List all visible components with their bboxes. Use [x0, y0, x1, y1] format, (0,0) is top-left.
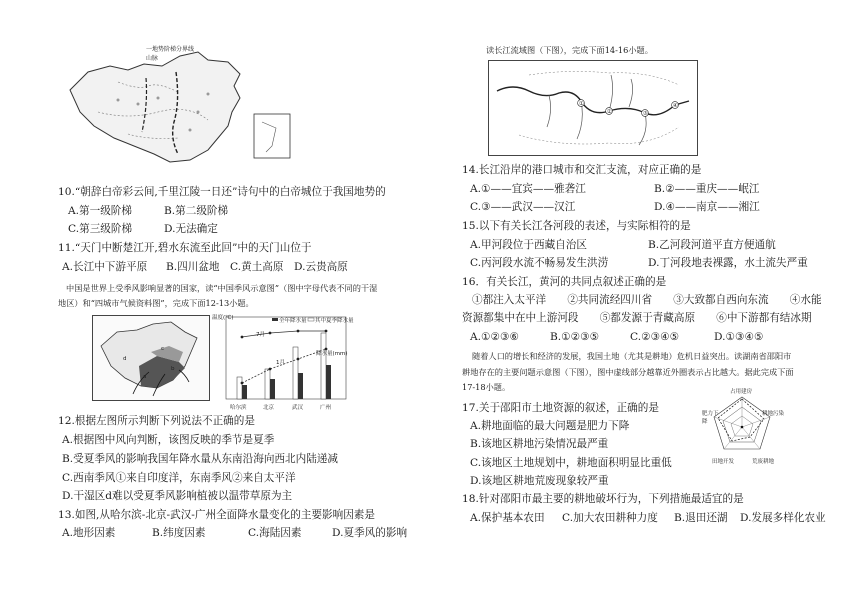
- q18-stem: 18.针对邵阳市最主要的耕地破坏行为，下列措施最适宜的是: [462, 493, 744, 505]
- annual-precip-bar: [293, 347, 298, 399]
- radar-label-pollution: 耕地污染: [762, 411, 785, 417]
- svg-text:d: d: [123, 356, 127, 362]
- monsoon-map-drawing: [93, 316, 209, 400]
- radar-label-housing: 占用建房: [730, 389, 753, 395]
- q12-option-b[interactable]: B.受夏季风的影响我国年降水量从东南沿海向西北内陆递减: [62, 453, 338, 465]
- q17-option-a[interactable]: A.耕地面临的最大问题是肥力下降: [470, 420, 630, 432]
- annual-precip-bar: [321, 333, 326, 399]
- q15-option-b[interactable]: B.乙河段河道平直方便通航: [648, 239, 776, 251]
- q15-option-d[interactable]: D.丁河段地表裸露，水土流失严重: [648, 257, 808, 269]
- q16-stem: 16．有关长江，黄河的共同点叙述正确的是: [462, 276, 667, 288]
- climate-chart: [212, 313, 356, 413]
- q11-option-a[interactable]: A.长江中下游平原: [62, 261, 148, 273]
- precip-axis-label: 降水量(mm): [316, 351, 348, 357]
- q10-option-a[interactable]: A.第一级阶梯: [68, 205, 132, 217]
- svg-text:①: ①: [578, 101, 584, 107]
- legend-annual-precip: 全年降水量: [279, 318, 307, 324]
- q14-option-c[interactable]: C.③——武汉——汉江: [470, 201, 576, 213]
- july-temp-point: [241, 336, 244, 339]
- yangtze-basin-map: [488, 60, 698, 156]
- intro-17-18-line3: 17-18小题。: [462, 382, 511, 392]
- summer-precip-bar: [298, 373, 303, 399]
- q11-stem: 11.“天门中断楚江开,碧水东流至此回”中的天门山位于: [58, 242, 312, 254]
- q18-options: [470, 511, 826, 525]
- month-july-label: 7月: [256, 332, 265, 338]
- svg-text:b: b: [171, 366, 175, 372]
- q13-option-d[interactable]: D.夏季风的影响: [332, 527, 408, 539]
- q11-option-d[interactable]: D.云贵高原: [294, 261, 348, 273]
- temp-axis-label: 温度(℃): [212, 315, 234, 321]
- q12-option-d[interactable]: D.干湿区d难以受夏季风影响植被以温带草原为主: [62, 490, 293, 502]
- svg-text:③: ③: [642, 111, 648, 117]
- legend-mountain: 山脉: [146, 55, 159, 62]
- q14-option-d[interactable]: D.④——南京——湘江: [654, 201, 760, 213]
- legend-step-boundary: 一地势阶梯分界线: [146, 46, 195, 53]
- q18-option-d[interactable]: D.发展多样化农业: [740, 512, 826, 524]
- radar-label-abandoned: 荒废耕地: [752, 459, 775, 465]
- q16-options: [470, 330, 763, 344]
- q10-options: [68, 204, 228, 218]
- q17-option-c[interactable]: C.该地区土地规划中，耕地面积明显比重低: [470, 457, 672, 469]
- intro-17-18-line2: 耕地存在的主要问题示意图（下图），图中虚线部分越靠近外圈表示占比越大。据此完成下面: [462, 367, 794, 377]
- q11-options: [62, 260, 348, 274]
- q15-options-2: [470, 256, 808, 270]
- q10-stem: 10.“朝辞白帝彩云间,千里江陵一日还”诗句中的白帝城位于我国地势的: [58, 186, 386, 198]
- svg-text:c: c: [161, 346, 165, 352]
- q16-option-b[interactable]: B.①②③⑤: [550, 331, 600, 343]
- month-jan-label: 1月: [276, 360, 285, 366]
- intro-14-16: 读长江流域图（下图），完成下面14-16小题。: [486, 45, 653, 55]
- q10-option-d[interactable]: D.无法确定: [164, 223, 218, 235]
- july-temp-point: [325, 330, 328, 333]
- svg-text:a: a: [143, 374, 147, 380]
- q10-options-2: [68, 222, 218, 236]
- city-label-harbin: 哈尔滨: [230, 405, 247, 411]
- q12-option-a[interactable]: A.根据图中风向判断，该图反映的季节是夏季: [62, 434, 275, 446]
- q15-stem: 15.以下有关长江各河段的表述，与实际相符的是: [462, 220, 691, 232]
- q10-option-b[interactable]: B.第二级阶梯: [164, 205, 229, 217]
- intro-12-13-line2: 地区）和“四城市气候资料图”，完成下面12-13小题。: [58, 298, 254, 308]
- q14-option-b[interactable]: B.②——重庆——岷江: [654, 183, 760, 195]
- annual-precip-bar: [265, 369, 270, 399]
- q10-option-c[interactable]: C.第三级阶梯: [68, 223, 133, 235]
- q16-option-c[interactable]: C.②③④⑤: [630, 331, 680, 343]
- q15-option-a[interactable]: A.甲河段位于西藏自治区: [470, 239, 587, 251]
- jan-temp-point: [269, 368, 272, 371]
- q12-stem: 12.根据左图所示判断下列说法不正确的是: [58, 415, 255, 427]
- summer-precip-bar: [270, 379, 275, 399]
- q13-option-c[interactable]: C.海陆因素: [248, 527, 302, 539]
- q15-options: [470, 238, 776, 252]
- monsoon-map: [92, 315, 210, 401]
- svg-text:②: ②: [606, 109, 612, 115]
- annual-precip-bar: [237, 377, 242, 399]
- july-temp-point: [269, 332, 272, 335]
- q11-option-b[interactable]: B.四川盆地: [166, 261, 220, 273]
- q12-option-c[interactable]: C.西南季风①来自印度洋，东南季风②来自太平洋: [62, 472, 296, 484]
- farmland-problem-radar: [700, 387, 784, 469]
- q14-option-a[interactable]: A.①——宜宾——雅砻江: [470, 183, 586, 195]
- q16-option-a[interactable]: A.①②③⑥: [470, 331, 520, 343]
- yangtze-map-drawing: [489, 61, 697, 155]
- summer-precip-bar: [326, 365, 331, 399]
- intro-12-13-line1: 中国是世界上受季风影响显著的国家，读“中国季风示意图”（图中字母代表不同的干湿: [66, 283, 378, 293]
- legend-summer-precip: 其中夏季降水量: [315, 318, 354, 324]
- q14-options-2: [470, 200, 760, 214]
- q17-stem: 17.关于邵阳市土地资源的叙述，正确的是: [462, 402, 659, 414]
- terrain-map-drawing: [58, 42, 306, 176]
- q18-option-b[interactable]: B.退田还湖: [674, 512, 728, 524]
- q16-option-d[interactable]: D.①③④⑤: [714, 331, 764, 343]
- q16-items-line2: 资源都集中在中上游河段 ⑤都发源于青藏高原 ⑥中下游都有结冰期: [462, 312, 812, 324]
- summer-precip-bar: [242, 385, 247, 399]
- q18-option-a[interactable]: A.保护基本农田: [470, 512, 545, 524]
- q13-stem: 13.如图,从哈尔滨-北京-武汉-广州全面降水量变化的主要影响因素是: [58, 509, 375, 521]
- q14-options: [470, 182, 759, 196]
- svg-text:④: ④: [672, 103, 678, 109]
- jan-temp-point: [297, 358, 300, 361]
- radar-label-development: 田地开发: [712, 459, 735, 465]
- q17-option-b[interactable]: B.该地区耕地污染情况最严重: [470, 438, 609, 450]
- q14-stem: 14.长江沿岸的港口城市和交汇支流，对应正确的是: [462, 164, 702, 176]
- q15-option-c[interactable]: C.丙河段水流不畅易发生洪涝: [470, 257, 609, 269]
- china-terrain-map: [58, 42, 306, 176]
- q13-option-a[interactable]: A.地形因素: [62, 527, 116, 539]
- radar-label-fertility: 肥力下降: [702, 411, 719, 425]
- july-temp-point: [297, 330, 300, 333]
- q16-items-line1: ①都注入太平洋 ②共同流经四川省 ③大致都自西向东流 ④水能: [472, 294, 822, 306]
- jan-temp-point: [241, 382, 244, 385]
- intro-17-18-line1: 随着人口的增长和经济的发展，我国土地（尤其是耕地）危机日益突出。读湖南省邵阳市: [472, 351, 792, 361]
- q18-option-c[interactable]: C.加大农田耕种力度: [562, 512, 658, 524]
- city-label-wuhan: 武汉: [292, 405, 304, 411]
- city-label-beijing: 北京: [263, 405, 275, 411]
- q13-options: [62, 526, 407, 540]
- city-label-guangzhou: 广州: [320, 405, 332, 411]
- q11-option-c[interactable]: C.黄土高原: [230, 261, 284, 273]
- q13-option-b[interactable]: B.纬度因素: [152, 527, 206, 539]
- q17-option-d[interactable]: D.该地区耕地荒废现象较严重: [470, 475, 609, 487]
